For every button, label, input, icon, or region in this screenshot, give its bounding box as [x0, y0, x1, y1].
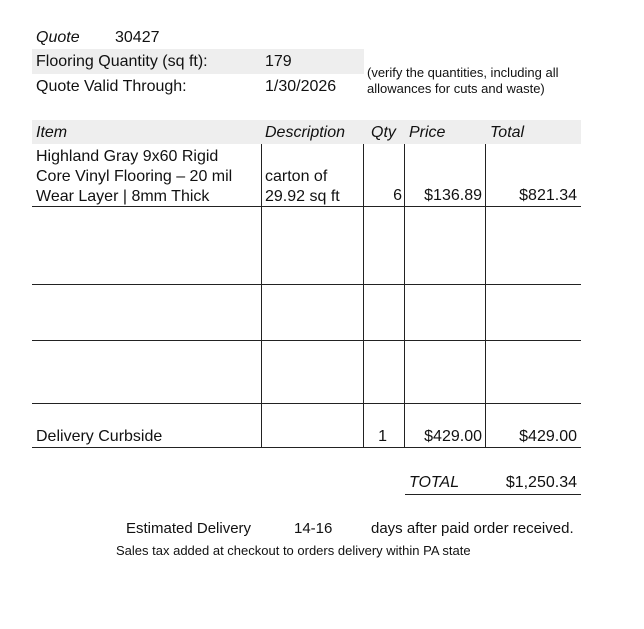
- header-description: Description: [265, 124, 346, 141]
- verify-note-line1: (verify the quantities, including all: [367, 65, 559, 80]
- delivery-row-price: $429.00: [424, 428, 482, 445]
- valid-through-value: 1/30/2026: [265, 78, 337, 95]
- table-row-description: [265, 167, 361, 207]
- table-row-qty: 6: [393, 187, 402, 204]
- item-line: Wear Layer | 8mm Thick: [36, 188, 210, 205]
- valid-through-label: Quote Valid Through:: [36, 78, 187, 95]
- sales-tax-note: Sales tax added at checkout to orders delivery within PA state: [116, 543, 471, 558]
- grand-total-underline: [405, 494, 581, 495]
- delivery-row-item: Delivery Curbside: [36, 428, 163, 445]
- description-line: carton of: [265, 168, 328, 185]
- row-divider: [32, 447, 581, 448]
- flooring-quantity-value: 179: [265, 53, 292, 70]
- grand-total-value: $1,250.34: [505, 474, 577, 491]
- estimated-delivery-label: Estimated Delivery: [126, 520, 252, 537]
- row-divider: [32, 206, 581, 207]
- description-line: 29.92 sq ft: [265, 188, 340, 205]
- flooring-quantity-label: Flooring Quantity (sq ft):: [36, 53, 208, 70]
- table-row-total: $821.34: [519, 187, 577, 204]
- header-price: Price: [409, 124, 446, 141]
- row-divider: [32, 284, 581, 285]
- header-total: Total: [490, 124, 525, 141]
- item-line: Core Vinyl Flooring – 20 mil: [36, 168, 233, 185]
- row-divider: [32, 340, 581, 341]
- header-item: Item: [36, 124, 68, 141]
- quote-label: Quote: [36, 29, 80, 46]
- estimated-delivery-days: 14-16: [294, 520, 333, 537]
- quote-number: 30427: [115, 29, 160, 46]
- row-divider: [32, 403, 581, 404]
- item-line: Highland Gray 9x60 Rigid: [36, 148, 219, 165]
- verify-note-line2: allowances for cuts and waste): [367, 81, 545, 96]
- delivery-row-total: $429.00: [519, 428, 577, 445]
- delivery-row-qty: 1: [378, 428, 387, 445]
- table-row-price: $136.89: [424, 187, 482, 204]
- grand-total-label: TOTAL: [409, 474, 460, 491]
- header-qty: Qty: [371, 124, 396, 141]
- table-row-item: [36, 147, 260, 207]
- estimated-delivery-suffix: days after paid order received.: [371, 520, 574, 537]
